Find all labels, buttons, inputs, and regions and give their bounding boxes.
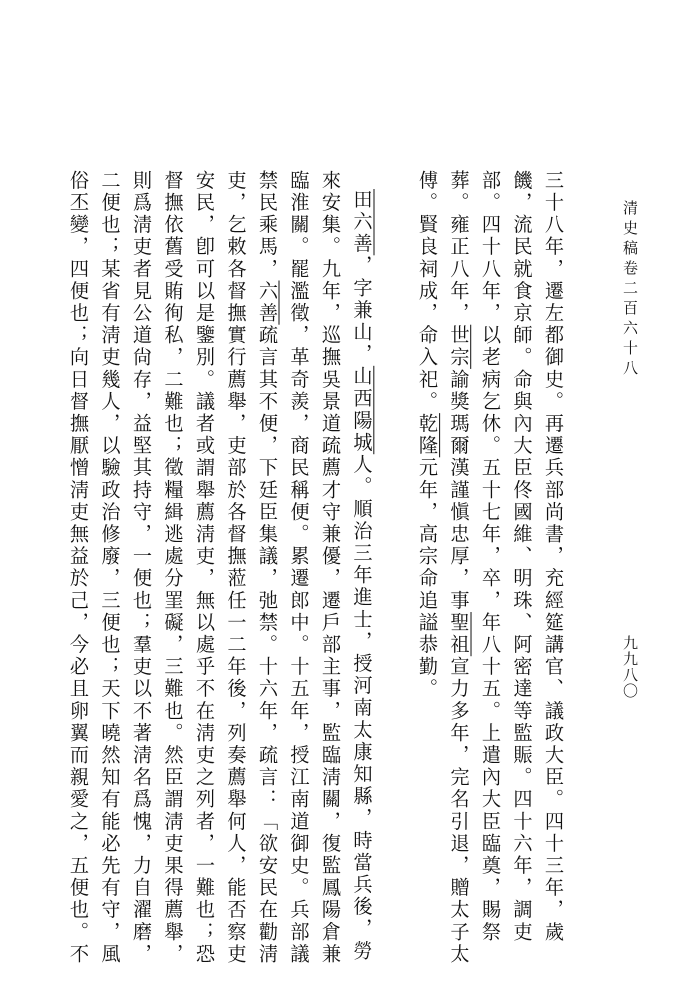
text-segment: 諭獎瑪爾漢謹愼忠厚，事 [447,368,471,613]
paragraph-tian-liushan-biography [63,170,378,970]
text-segment: 宣力多年，完名引退，贈太子太傅。賢良祠成，命入祀。 [416,170,471,966]
proper-name: 田六善 [350,189,374,256]
proper-name: 山西陽城 [350,366,374,455]
running-header: 清史稿卷二百六十八 [621,200,639,380]
text-segment: 元年，高宗命追謚恭勤。 [416,457,439,701]
text-segment: 三十八年，遷左都御史。再遷兵部尚書，充經筵講官、議政大臣。四十三年，歲饑，流民就食京師。命與內大臣佟國維、明珠、阿密達等監賑。四十六年，調吏部。四十八年，以老病乞休。五十七年，卒，年八十五。上遣內大臣臨奠，賜祭葬。雍正八年， [447,170,565,944]
proper-name: 六善 [256,280,279,325]
proper-name: 聖祖 [447,612,471,657]
proper-name: 世宗 [447,324,471,369]
page-number: 九九八〇 [621,635,639,699]
text-segment: 人。順治三年進士，授河南太康知縣，時當兵後，勞來安集。九年，巡撫吳景道疏薦才守兼優，遷戶部主事，監臨淸關，復監鳳陽倉兼臨淮關。罷濫徵，革奇羨，商民稱便。累遷郎中。十五年，授江南道御史。兵部議禁民乘馬， [256,170,374,966]
text-segment: 疏言其不便，下廷臣集議，弛禁。十六年，疏言：「欲安民在勸淸吏，乞敕各督撫實行薦舉，吏部於各督撫蒞任一二年後，列奏薦舉何人，能否察吏安民，卽可以是鑒別。議者或謂舉薦淸吏，無以處乎不在淸吏之列者，一難也；恐督撫依舊受賄徇私，二難也；徵糧緝逃處分罣礙，三難也。然臣謂淸吏果得薦舉，則爲淸吏者見公道尙存，益堅其持守，一便也；羣吏以不著淸名爲愧，力自濯磨，二便也；某省有淸吏幾人，以驗政治修廢，三便也；天下曉然知有能必先有守，風俗丕變，四便也；向日督撫厭憎淸吏無益於己，今必且卵翼而親愛之，五便也。不 [67,170,279,966]
main-text [9,170,569,970]
proper-name: 乾隆 [416,413,439,458]
paragraph-marhan-biography [412,170,570,970]
text-segment: ，字兼山， [350,255,374,366]
